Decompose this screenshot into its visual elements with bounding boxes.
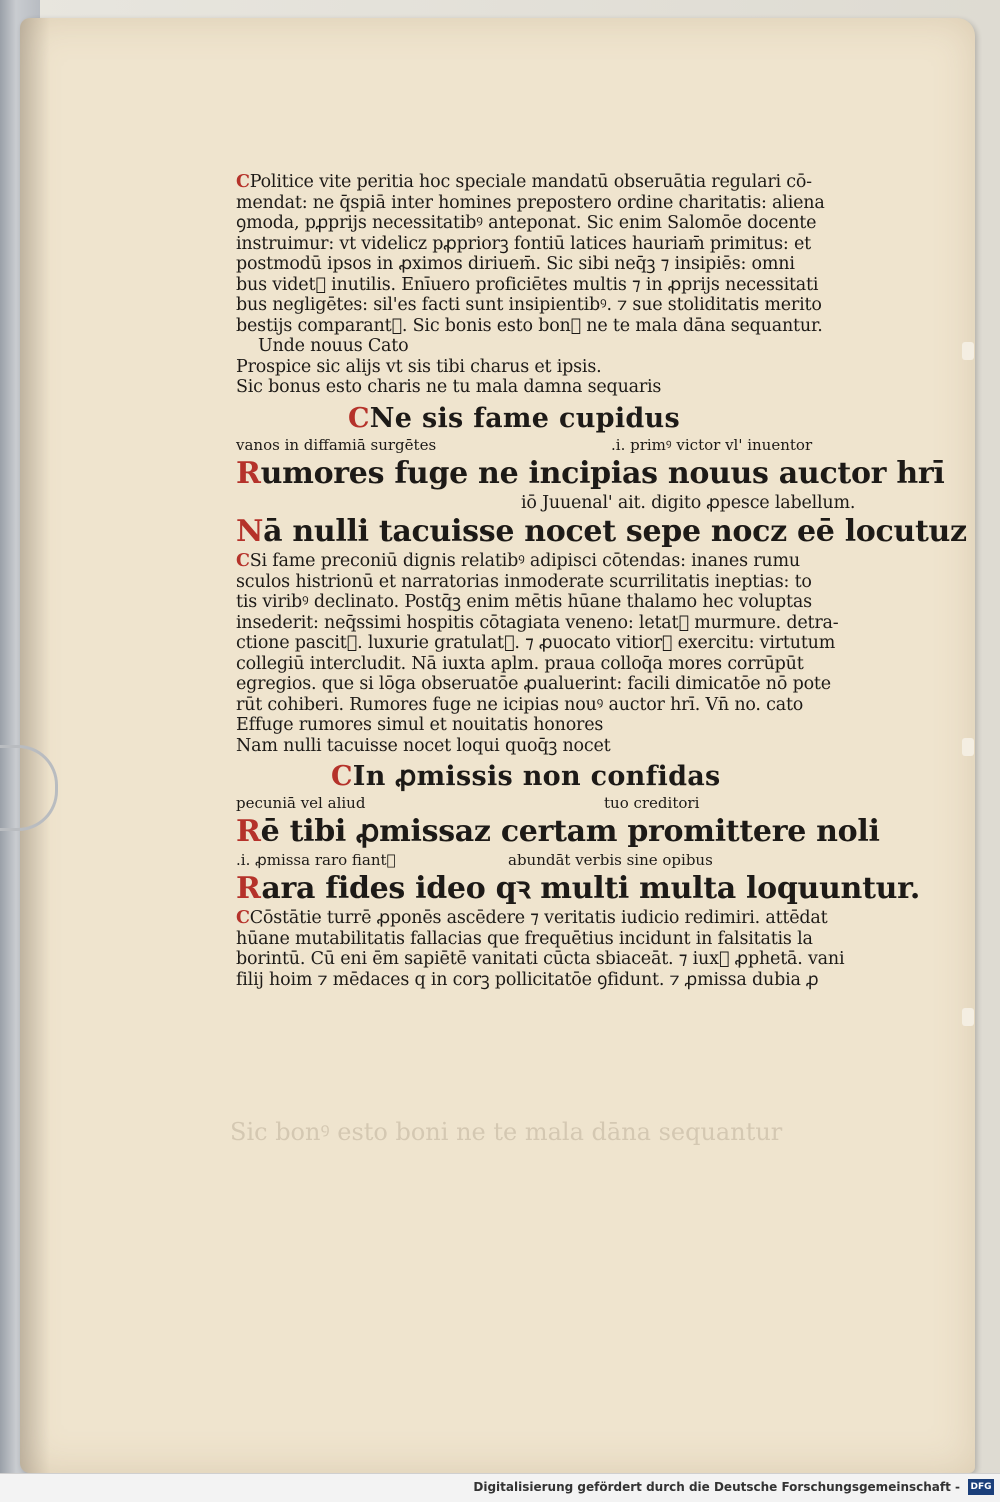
paragraph-mark: C [236, 551, 250, 571]
paragraph-mark: C [348, 402, 370, 434]
text-line: collegiū intercludit. Nā iuxta aplm. praua colloq̄a mores corrūpūt [236, 653, 804, 674]
verse-line: Rē tibi ꝓmissaz certam promittere noli [236, 814, 880, 849]
text-line: CSi fame preconiū dignis relatibꝰ adipisci cōtendas: inanes rumu [236, 551, 800, 571]
text-line: Unde nouus Cato [258, 336, 409, 356]
page-tab-mark [962, 342, 974, 360]
text-line: sculos histrionū et narratorias inmoderate scurrilitatis ineptias: to [236, 571, 812, 592]
commentary-block-3 [236, 908, 886, 990]
cato-quote-1 [236, 336, 886, 398]
funding-credit: Digitalisierung gefördert durch die Deutsche Forschungsgemeinschaft - [473, 1480, 960, 1494]
text-line: bus videtᷣ inutilis. Enīuero proficiētes multis ⁊ in ꝓprijs necessitati [236, 274, 819, 295]
text-line: Effuge rumores simul et nouitatis honores [236, 715, 604, 735]
commentary-block-2 [236, 551, 886, 715]
initial-letter: R [236, 871, 262, 906]
initial-letter: R [236, 455, 261, 491]
text-line: Sic bonus esto charis ne tu mala damna sequaris [236, 377, 662, 397]
text-line: instruimur: vt videlicz pꝓpriorꝫ fontiū latices hauriam̄ primitus: et [236, 233, 811, 254]
section-heading: CIn ꝓmissis non confidas [331, 761, 721, 792]
text-line: Nam nulli tacuisse nocet loqui quoq̄ꝫ nocet [236, 735, 611, 756]
text-line: borintū. Cū eni ēm sapiētē vanitati cūcta sbiaceāt. ⁊ iuxᷣ ꝓphetā. vani [236, 949, 845, 969]
verse-line: Rara fides ideo qꝛ multi multa loquuntur. [236, 871, 921, 906]
text-line: ctione pascitᷣ. luxurie gratulatᷣ. ⁊ ꝓuocato vitiorꝫ exercitu: virtutum [236, 633, 836, 653]
text-line: postmodū ipsos in ꝓximos diriuem̄. Sic sibi neq̄ꝫ ⁊ insipiēs: omni [236, 254, 795, 274]
text-line: rūt cohiberi. Rumores fuge ne icipias nouꝰ auctor hrī. Vn̄ no. cato [236, 694, 804, 715]
text-line: tis viribꝰ declinato. Postq̄ꝫ enim mētis hūane thalamo hec voluptas [236, 592, 812, 612]
paragraph-mark: C [236, 908, 250, 928]
paragraph-mark: C [331, 761, 353, 792]
text-line: bus negligētes: sil'es facti sunt insipientibꝰ. ⁊ sue stoliditatis merito [236, 295, 822, 315]
commentary-block-1 [236, 172, 886, 336]
initial-letter: R [236, 814, 261, 849]
text-line: egregios. que si lōga obseruatōe ꝓualuerint: facili dimicatōe nō pote [236, 674, 831, 694]
main-text [236, 172, 967, 990]
text-line: insederit: neq̄ssimi hospitis cōtagiata veneno: letatᷣ murmure. detra- [236, 612, 839, 633]
bleed-through-text: Sic bonꝰ esto boni ne te mala dāna sequantur [230, 1118, 783, 1146]
paragraph-mark: C [236, 172, 250, 192]
initial-letter: N [236, 514, 264, 549]
dfg-logo: DFG [968, 1479, 994, 1495]
page-tab-mark [962, 738, 974, 756]
digitization-footer [0, 1473, 1000, 1502]
section-heading: CNe sis fame cupidus [348, 402, 680, 434]
text-line: CPolitice vite peritia hoc speciale mandatū obseruātia regulari cō- [236, 172, 812, 192]
text-line: Prospice sic alijs vt sis tibi charus et ipsis. [236, 356, 602, 377]
text-line: filij hoim ⁊ mēdaces q in corꝫ pollicitatōe ꝯfidunt. ⁊ ꝓmissa dubia ꝓ [236, 969, 819, 990]
text-line: hūane mutabilitatis fallacias que frequētius incidunt in falsitatis la [236, 928, 813, 949]
verse-gloss: .i. ꝓmissa raro fiantᷣ abundāt verbis sine opibus [236, 851, 713, 869]
cato-quote-2 [236, 715, 886, 756]
verse-gloss: iō Juuenal' ait. digito ꝓpesce labellum. [521, 492, 856, 513]
text-line: CCōstātie turrē ꝓponēs ascēdere ⁊ veritatis iudicio redimiri. attēdat [236, 908, 828, 928]
text-line: bestijs comparantᷣ. Sic bonis esto bonꝰ ne te mala dāna sequantur. [236, 315, 823, 336]
page-tab-mark [962, 1008, 974, 1026]
interlinear-gloss: pecuniā vel aliud tuo creditori [236, 794, 700, 812]
verse-line: Rumores fuge ne incipias nouus auctor hrī [236, 455, 945, 491]
verse-line: Nā nulli tacuisse nocet sepe nocz eē locutuz [236, 514, 967, 549]
interlinear-gloss: vanos in diffamiā surgētes .i. primꝰ victor vl' inuentor [236, 435, 813, 454]
text-line: ꝯmoda, pꝓprijs necessitatibꝰ anteponat. Sic enim Salomōe docente [236, 213, 817, 233]
text-line: mendat: ne q̄spiā inter homines prepostero ordine charitatis: aliena [236, 192, 825, 213]
